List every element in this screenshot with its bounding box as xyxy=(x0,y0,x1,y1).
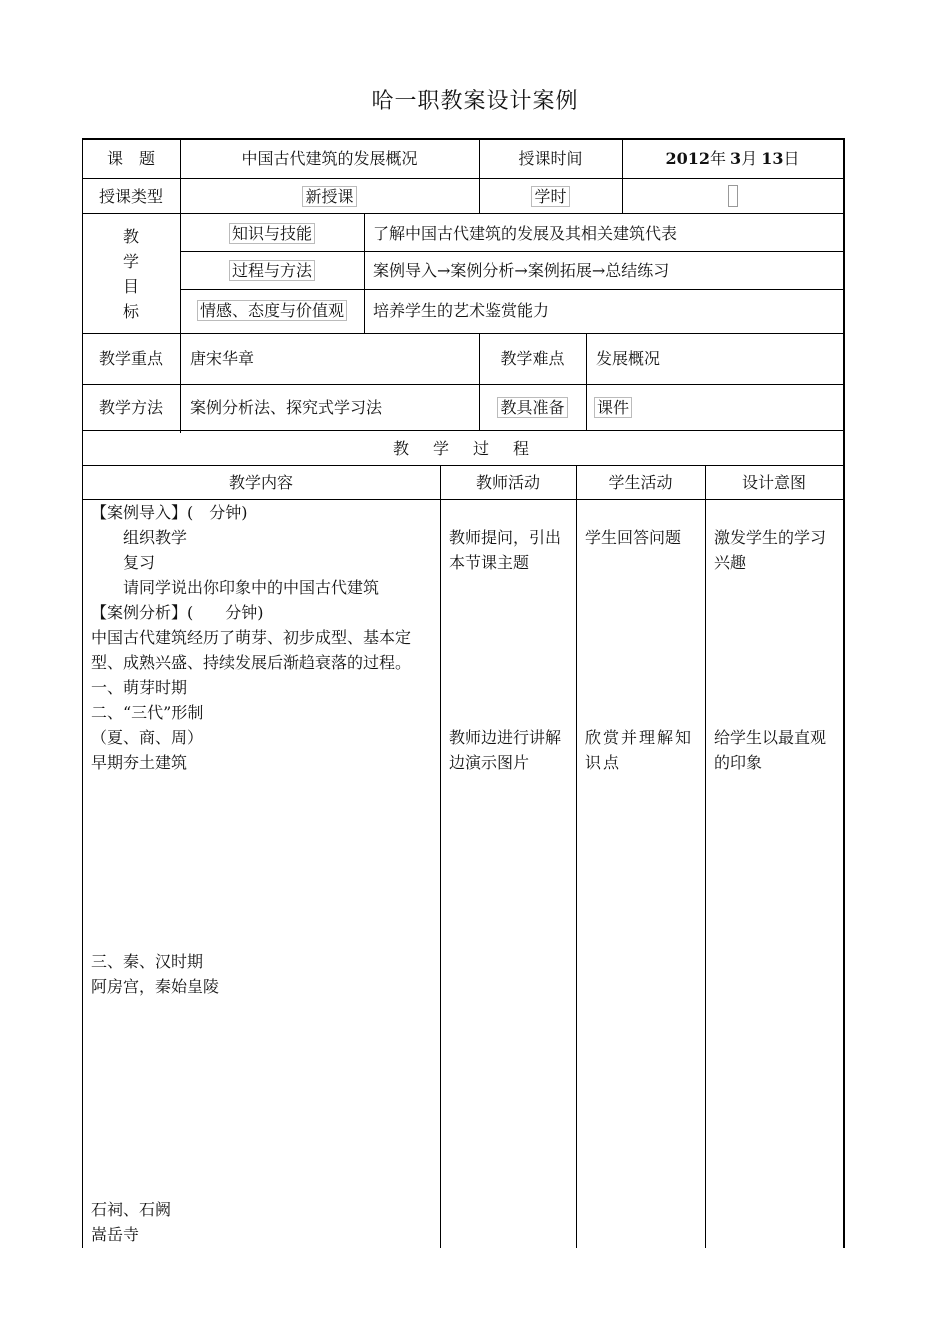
day-char: 日 xyxy=(783,149,800,168)
hours-label-cell xyxy=(479,184,622,209)
objective-label-cell xyxy=(180,258,364,283)
content-block-intro xyxy=(91,500,411,775)
topic-value: 中国古代建筑的发展概况 xyxy=(241,149,418,168)
student-activity-1 xyxy=(585,525,681,550)
objective-knowledge-text: 了解中国古代建筑的发展及其相关建筑代表 xyxy=(373,224,678,243)
year-char: 年 xyxy=(710,149,727,168)
objectives-label-char: 目 xyxy=(122,277,139,296)
objectives-label-char: 教 xyxy=(122,227,139,246)
intent-line: 兴趣 xyxy=(714,553,747,572)
intent-line: 的印象 xyxy=(714,753,763,772)
content-line: 早期夯土建筑 xyxy=(91,753,188,772)
student-line: 欣赏并理解知 xyxy=(585,728,694,747)
student-line: 学生回答问题 xyxy=(585,528,682,547)
content-line: 【案例分析】( 分钟) xyxy=(91,603,264,622)
content-line: 中国古代建筑经历了萌芽、初步成型、基本定 xyxy=(91,628,412,647)
tools-label: 教具准备 xyxy=(497,397,567,418)
method-label: 教学方法 xyxy=(98,398,163,417)
student-line: 识点 xyxy=(585,753,622,772)
hours-label: 学时 xyxy=(531,186,569,207)
column-header-teacher: 教师活动 xyxy=(475,473,540,492)
objectives-label xyxy=(82,224,180,324)
hours-value-box xyxy=(728,185,738,207)
content-block-qin-han xyxy=(91,949,219,999)
objective-knowledge-label: 知识与技能 xyxy=(229,223,315,244)
objective-process-text: 案例导入→案例分析→案例拓展→总结练习 xyxy=(373,261,670,280)
content-line: 请同学说出你印象中的中国古代建筑 xyxy=(91,578,380,597)
tools-label-cell xyxy=(479,395,586,420)
intent-2 xyxy=(714,725,826,775)
objectives-label-char: 标 xyxy=(122,302,139,321)
content-line: 嵩岳寺 xyxy=(91,1225,140,1244)
date-month: 3 xyxy=(730,149,742,168)
content-line: 阿房宫，秦始皇陵 xyxy=(91,977,220,996)
process-title: 教 学 过 程 xyxy=(392,439,533,458)
column-header-intent: 设计意图 xyxy=(741,473,806,492)
objective-attitude-label: 情感、态度与价值观 xyxy=(197,300,347,321)
key-point-value: 唐宋华章 xyxy=(190,349,255,368)
objectives-label-char: 学 xyxy=(122,252,139,271)
content-line: 【案例导入】( 分钟) xyxy=(91,503,248,522)
date-year: 2012 xyxy=(665,149,711,168)
content-line: 一、萌芽时期 xyxy=(91,678,188,697)
column-header-content: 教学内容 xyxy=(228,473,293,492)
intent-line: 激发学生的学习 xyxy=(714,528,827,547)
content-line: （夏、商、周） xyxy=(91,728,204,747)
intent-line: 给学生以最直观 xyxy=(714,728,827,747)
tools-value: 课件 xyxy=(594,397,632,418)
date-day: 13 xyxy=(761,149,784,168)
teacher-line: 边演示图片 xyxy=(449,753,530,772)
page-title: 哈一职教案设计案例 xyxy=(371,89,579,114)
type-value-cell xyxy=(180,184,479,209)
content-line: 组织教学 xyxy=(91,528,188,547)
content-line: 石祠、石阙 xyxy=(91,1200,172,1219)
column-header-student: 学生活动 xyxy=(608,473,673,492)
objective-label-cell xyxy=(180,221,364,246)
objective-attitude-text: 培养学生的艺术鉴赏能力 xyxy=(373,301,550,320)
content-line: 二、“三代”形制 xyxy=(91,703,204,722)
content-block-stone xyxy=(91,1197,171,1247)
teacher-line: 教师边进行讲解 xyxy=(449,728,562,747)
key-point-label: 教学重点 xyxy=(98,349,163,368)
content-line: 型、成熟兴盛、持续发展后渐趋衰落的过程。 xyxy=(91,653,412,672)
time-label: 授课时间 xyxy=(518,149,583,168)
teacher-activity-1 xyxy=(449,525,561,575)
intent-1 xyxy=(714,525,826,575)
topic-label: 课 题 xyxy=(106,149,155,168)
content-line: 三、秦、汉时期 xyxy=(91,952,204,971)
teacher-activity-2 xyxy=(449,725,561,775)
type-label: 授课类型 xyxy=(98,187,163,206)
type-value: 新授课 xyxy=(302,186,356,207)
student-activity-2 xyxy=(585,725,693,775)
content-line: 复习 xyxy=(91,553,156,572)
objective-label-cell xyxy=(180,298,364,323)
date-value xyxy=(622,146,843,171)
teacher-line: 教师提问，引出 xyxy=(449,528,562,547)
difficulty-label: 教学难点 xyxy=(500,349,565,368)
teacher-line: 本节课主题 xyxy=(449,553,530,572)
objective-process-label: 过程与方法 xyxy=(229,260,315,281)
month-char: 月 xyxy=(741,149,758,168)
tools-value-cell xyxy=(594,395,632,420)
method-value: 案例分析法、探究式学习法 xyxy=(190,398,383,417)
difficulty-value: 发展概况 xyxy=(596,349,661,368)
